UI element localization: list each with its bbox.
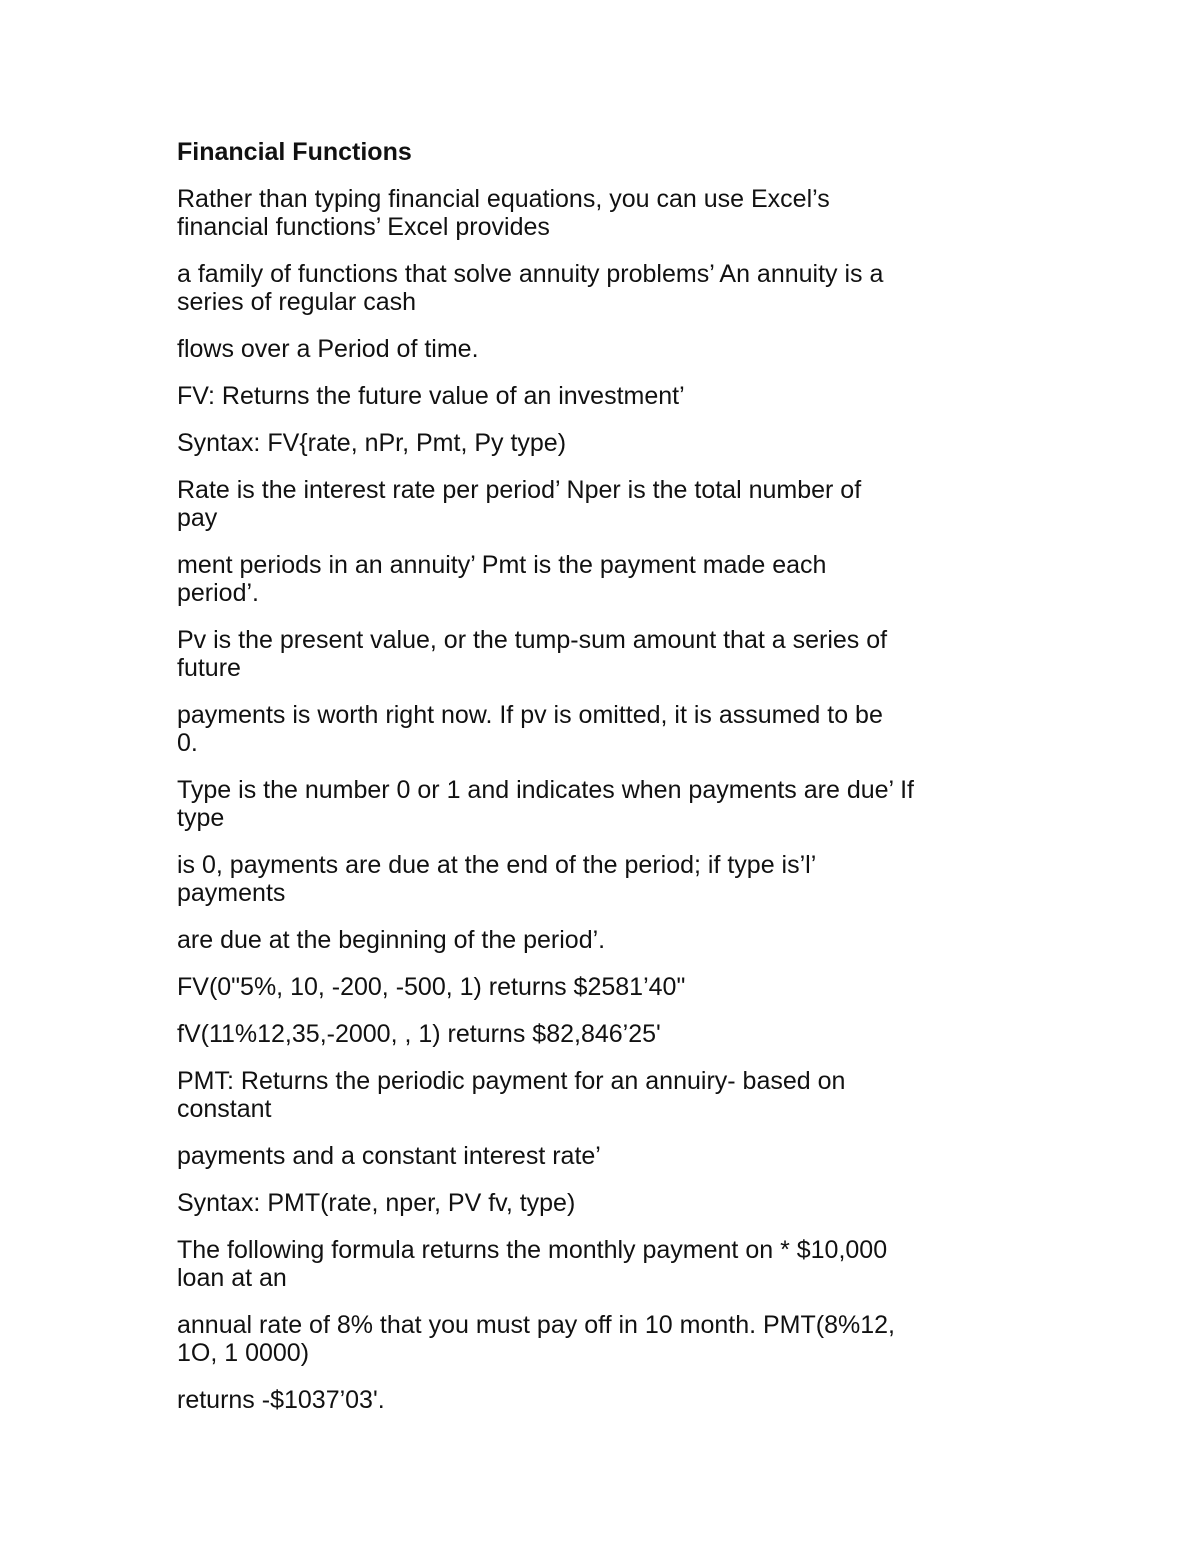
text-line: payments and a constant interest rate’ — [177, 1142, 601, 1170]
text-line: Syntax: PMT(rate, nper, PV fv, type) — [177, 1189, 576, 1217]
paragraph-cash-flows — [177, 335, 1037, 363]
text-line: flows over a Period of time. — [177, 335, 479, 363]
text-line: period’. — [177, 579, 259, 607]
paragraph-intro — [177, 185, 1037, 241]
paragraph-pmt-syntax — [177, 1189, 1037, 1217]
text-line: Type is the number 0 or 1 and indicates when payments are due’ If — [177, 776, 914, 804]
text-line: payments is worth right now. If pv is omitted, it is assumed to be — [177, 701, 883, 729]
text-line: a family of functions that solve annuity problems’ An annuity is a — [177, 260, 884, 288]
text-line: Syntax: FV{rate, nPr, Pmt, Py type) — [177, 429, 567, 457]
text-line: series of regular cash — [177, 288, 417, 316]
paragraph-fv-syntax — [177, 429, 1037, 457]
paragraph-pmt-example — [177, 1236, 1037, 1292]
paragraph-pv-omitted — [177, 701, 1037, 757]
text-line: The following formula returns the monthly payment on * $10,000 — [177, 1236, 888, 1264]
text-line: ment periods in an annuity’ Pmt is the payment made each — [177, 551, 827, 579]
document-title: Financial Functions — [177, 138, 412, 166]
paragraph-fv-example-1 — [177, 973, 1037, 1001]
paragraph-type — [177, 776, 1037, 832]
text-line: PMT: Returns the periodic payment for an annuiry- based on — [177, 1067, 846, 1095]
text-line: returns -$1037’03'. — [177, 1386, 385, 1414]
text-line: pay — [177, 504, 218, 532]
text-line: loan at an — [177, 1264, 287, 1292]
text-line: annual rate of 8% that you must pay off in 10 month. PMT(8%12, — [177, 1311, 895, 1339]
text-line: constant — [177, 1095, 272, 1123]
text-line: future — [177, 654, 241, 682]
text-line: are due at the beginning of the period’. — [177, 926, 606, 954]
text-line: payments — [177, 879, 286, 907]
paragraph-fv-description — [177, 382, 1037, 410]
paragraph-type-one — [177, 926, 1037, 954]
document-body — [177, 138, 1037, 1433]
paragraph-fv-example-2 — [177, 1020, 1037, 1048]
paragraph-pmt-constant — [177, 1142, 1037, 1170]
text-line: Pv is the present value, or the tump-sum amount that a series of — [177, 626, 888, 654]
paragraph-pmt-arg — [177, 551, 1037, 607]
paragraph-pmt-result — [177, 1386, 1037, 1414]
text-line: FV(0"5%, 10, -200, -500, 1) returns $2581’40" — [177, 973, 686, 1001]
paragraph-rate — [177, 476, 1037, 532]
text-line: financial functions’ Excel provides — [177, 213, 550, 241]
paragraph-pmt-rate — [177, 1311, 1037, 1367]
text-line: fV(11%12,35,-2000, , 1) returns $82,846’25' — [177, 1020, 661, 1048]
text-line: 0. — [177, 729, 198, 757]
paragraph-annuity — [177, 260, 1037, 316]
paragraph-pv — [177, 626, 1037, 682]
text-line: 1O, 1 0000) — [177, 1339, 310, 1367]
paragraph-type-zero — [177, 851, 1037, 907]
text-line: FV: Returns the future value of an investment’ — [177, 382, 685, 410]
text-line: type — [177, 804, 225, 832]
paragraph-pmt-description — [177, 1067, 1037, 1123]
text-line: is 0, payments are due at the end of the period; if type is’l’ — [177, 851, 817, 879]
text-line: Rate is the interest rate per period’ Nper is the total number of — [177, 476, 862, 504]
text-line: Rather than typing financial equations, you can use Excel’s — [177, 185, 830, 213]
